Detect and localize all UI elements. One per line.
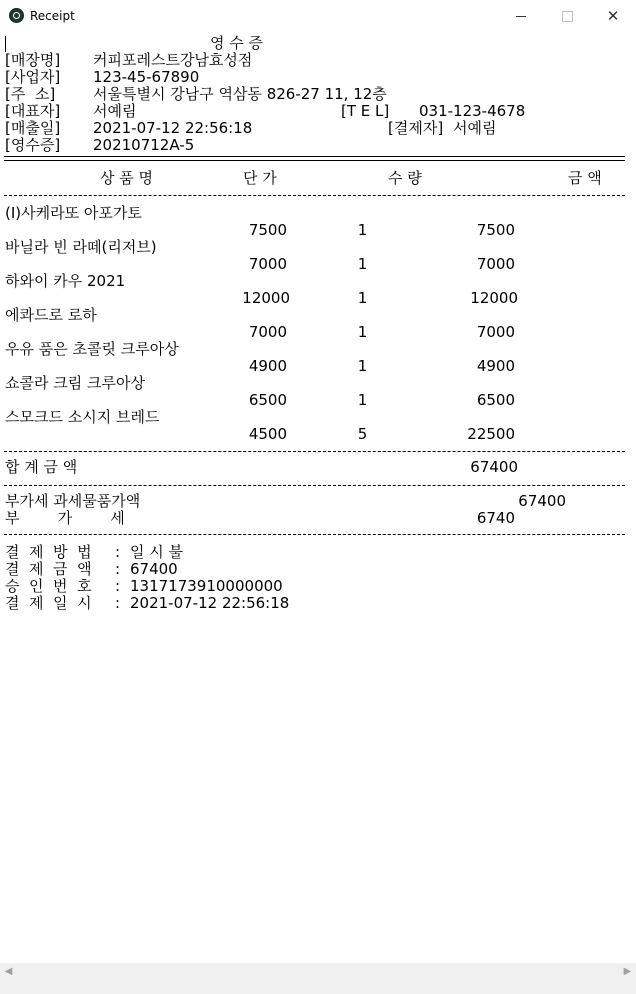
tax-label: 부가세 과세물품가액: [5, 492, 141, 510]
info-value: 031-123-4678: [419, 102, 526, 120]
payment-label: 결 제 일 시: [5, 594, 92, 612]
item-price: 6500: [248, 391, 287, 409]
item-amount: 12000: [470, 289, 518, 307]
item-name: 하와이 카우 2021: [5, 272, 126, 290]
payment-value: 2021-07-12 22:56:18: [130, 594, 290, 612]
info-label: [결제자]: [388, 119, 444, 137]
minimize-button[interactable]: [498, 0, 544, 32]
dashed-divider: [4, 534, 625, 535]
item-amount: 6500: [476, 391, 515, 409]
dashed-divider: [4, 485, 625, 486]
close-button[interactable]: [590, 0, 636, 32]
item-values-row: [5, 290, 625, 307]
app-icon: [9, 8, 24, 23]
dashed-divider: [4, 451, 625, 452]
window-title: Receipt: [30, 9, 75, 23]
item-name-row: [5, 409, 405, 426]
scroll-left-icon[interactable]: ◀: [4, 966, 13, 977]
item-qty: 5: [357, 425, 368, 443]
payment-colon: :: [115, 560, 121, 578]
total-value: 67400: [470, 458, 518, 476]
double-divider: [4, 156, 625, 161]
info-value: 2021-07-12 22:56:18: [93, 119, 253, 137]
payment-colon: :: [115, 543, 121, 561]
payment-row: [5, 595, 505, 612]
payment-label: 승 인 번 호: [5, 577, 92, 595]
item-amount: 7000: [476, 255, 515, 273]
receipt-text-area[interactable]: [0, 33, 636, 963]
table-header: [5, 170, 625, 187]
info-value: 서울특별시 강남구 역삼동 826-27 11, 12층: [93, 85, 387, 103]
info-label: [대표자]: [5, 102, 61, 120]
payment-colon: :: [115, 594, 121, 612]
item-qty: 1: [357, 255, 368, 273]
item-values-row: [5, 358, 625, 375]
item-amount: 22500: [467, 425, 515, 443]
item-qty: 1: [357, 221, 368, 239]
item-name-row: [5, 307, 405, 324]
item-name: 스모크드 소시지 브레드: [5, 408, 160, 426]
item-price: 12000: [242, 289, 290, 307]
payment-value: 1317173910000000: [130, 577, 283, 595]
info-label: [영수증]: [5, 136, 61, 154]
item-name-row: [5, 273, 405, 290]
scroll-right-icon[interactable]: ▶: [623, 966, 632, 977]
info-row: [5, 120, 605, 137]
item-name-row: [5, 239, 405, 256]
item-values-row: [5, 426, 625, 443]
info-label: [사업자]: [5, 68, 61, 86]
column-header-name: 상 품 명: [100, 169, 154, 187]
payment-value: 67400: [130, 560, 178, 578]
item-amount: 7500: [476, 221, 515, 239]
item-name-row: [5, 205, 405, 222]
item-qty: 1: [357, 357, 368, 375]
info-value: 서예림: [93, 102, 137, 120]
payment-value: 일 시 불: [130, 543, 184, 561]
item-qty: 1: [357, 391, 368, 409]
item-values-row: [5, 392, 625, 409]
payment-row: [5, 578, 505, 595]
payment-label: 결 제 금 액: [5, 560, 92, 578]
tax-value: 6740: [476, 509, 515, 527]
item-name-row: [5, 341, 405, 358]
payment-row: [5, 561, 505, 578]
receipt-heading-row: [5, 35, 605, 52]
tax-value: 67400: [518, 492, 566, 510]
info-label: [T E L]: [341, 102, 390, 120]
payment-colon: :: [115, 577, 121, 595]
column-header-qty: 수 량: [388, 169, 422, 187]
item-name-row: [5, 375, 405, 392]
item-price: 4900: [248, 357, 287, 375]
info-row: [5, 86, 605, 103]
info-value: 20210712A-5: [93, 136, 195, 154]
item-price: 7000: [248, 255, 287, 273]
item-price: 4500: [248, 425, 287, 443]
info-label: [매출일]: [5, 119, 61, 137]
item-qty: 1: [357, 323, 368, 341]
info-row: [5, 52, 605, 69]
column-header-price: 단 가: [243, 169, 277, 187]
dashed-divider: [4, 195, 625, 196]
minimize-icon: [516, 16, 526, 17]
maximize-icon: [562, 11, 573, 22]
tax-row: [5, 493, 625, 510]
item-name: 우유 품은 초콜릿 크루아상: [5, 340, 179, 358]
info-row: [5, 69, 605, 86]
item-amount: 7000: [476, 323, 515, 341]
info-row: [5, 103, 605, 120]
window-bottom-edge: [0, 980, 636, 994]
maximize-button[interactable]: [544, 0, 590, 32]
item-values-row: [5, 324, 625, 341]
item-name: 바닐라 빈 라떼(리저브): [5, 238, 157, 256]
total-label: 합 계 금 액: [5, 458, 78, 476]
item-name: (I)사케라또 아포가토: [5, 204, 142, 222]
item-values-row: [5, 222, 625, 239]
info-row: [5, 137, 605, 154]
info-value: 123-45-67890: [93, 68, 200, 86]
payment-label: 결 제 방 법: [5, 543, 92, 561]
tax-label: 부 가 세: [5, 509, 125, 527]
info-value: 커피포레스트강남효성점: [93, 51, 253, 69]
item-name: 에콰드로 로하: [5, 306, 97, 324]
item-name: 쇼콜라 크림 크루아상: [5, 374, 145, 392]
item-amount: 4900: [476, 357, 515, 375]
receipt-heading: 영 수 증: [210, 34, 264, 52]
close-icon: ✕: [606, 7, 620, 25]
title-bar: [0, 0, 636, 32]
payment-row: [5, 544, 505, 561]
item-values-row: [5, 256, 625, 273]
total-row: [5, 459, 625, 476]
tax-row: [5, 510, 625, 527]
info-label: [매장명]: [5, 51, 61, 69]
item-qty: 1: [357, 289, 368, 307]
item-price: 7500: [248, 221, 287, 239]
horizontal-scrollbar[interactable]: [0, 963, 636, 980]
item-price: 7000: [248, 323, 287, 341]
info-label: [주 소]: [5, 85, 56, 103]
info-value: 서예림: [453, 119, 497, 137]
column-header-amount: 금 액: [568, 169, 602, 187]
